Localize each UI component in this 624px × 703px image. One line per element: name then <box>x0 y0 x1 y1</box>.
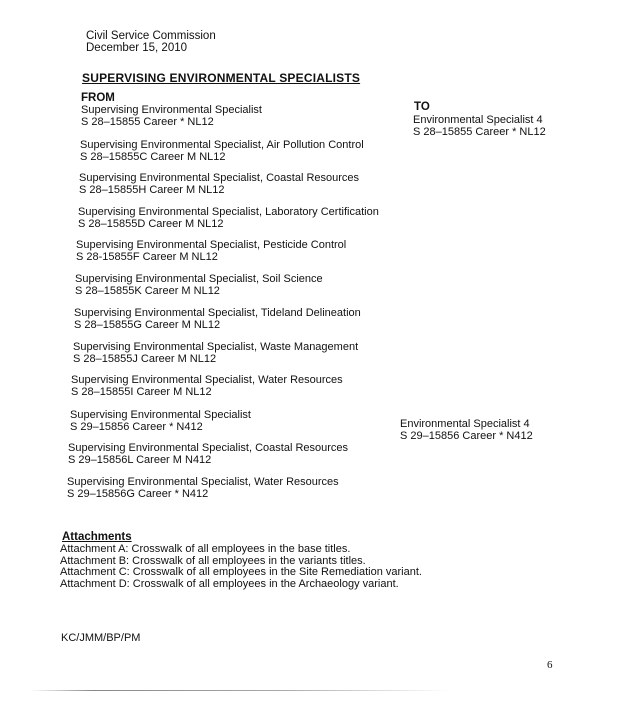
from-entry <box>71 374 343 398</box>
author-initials: KC/JMM/BP/PM <box>61 632 141 644</box>
from-entry-title: Supervising Environmental Specialist, Coastal Resources <box>68 442 349 454</box>
to-entry-title: Environmental Specialist 4 <box>400 418 530 430</box>
from-entry-title: Supervising Environmental Specialist, Soil Science <box>75 273 323 285</box>
from-entry-title: Supervising Environmental Specialist, Coastal Resources <box>79 172 360 184</box>
from-entry-title: Supervising Environmental Specialist, Water Resources <box>71 374 343 386</box>
to-entry <box>413 114 546 138</box>
from-entry <box>79 172 359 196</box>
from-entry-title: Supervising Environmental Specialist, Waste Management <box>73 341 359 353</box>
from-entry-code: S 29–15856G Career * N412 <box>67 488 209 500</box>
from-entry-code: S 29–15856 Career * N412 <box>70 421 203 433</box>
to-entry-code: S 29–15856 Career * N412 <box>400 430 533 442</box>
attachment-item: Attachment D: Crosswalk of all employees in the Archaeology variant. <box>60 577 399 590</box>
from-entry <box>67 476 339 500</box>
from-entry-title: Supervising Environmental Specialist, Air Pollution Control <box>80 139 364 151</box>
letter-header <box>86 30 216 54</box>
from-entry-title: Supervising Environmental Specialist, Pesticide Control <box>76 239 347 251</box>
from-entry <box>68 442 348 466</box>
from-label: FROM <box>81 92 115 104</box>
from-entry-title: Supervising Environmental Specialist, Tideland Delineation <box>74 307 361 319</box>
from-entry <box>74 307 361 331</box>
page-number: 6 <box>547 659 553 671</box>
from-entry <box>73 341 358 365</box>
from-entry-title: Supervising Environmental Specialist <box>70 409 251 421</box>
header-date: December 15, 2010 <box>86 42 188 54</box>
from-entry-code: S 28–15855K Career M NL12 <box>75 285 220 297</box>
from-entry-title: Supervising Environmental Specialist, Water Resources <box>67 476 339 488</box>
document-title: SUPERVISING ENVIRONMENTAL SPECIALISTS <box>82 71 361 85</box>
header-org: Civil Service Commission <box>86 30 216 42</box>
from-entry-code: S 28–15855G Career M NL12 <box>74 319 221 331</box>
from-entry-code: S 28–15855J Career M NL12 <box>73 353 217 365</box>
attachment-item: Attachment A: Crosswalk of all employees in the base titles. <box>60 543 351 555</box>
from-entry <box>75 273 323 297</box>
from-entry <box>81 104 262 128</box>
attachments-heading: Attachments <box>62 531 132 543</box>
attachments-list <box>60 544 422 590</box>
from-entry-code: S 29–15856L Career M N412 <box>68 454 212 466</box>
from-entry-title: Supervising Environmental Specialist <box>81 104 262 116</box>
from-entry-code: S 28–15855I Career M NL12 <box>71 386 212 398</box>
from-entry <box>78 206 379 230</box>
to-label: TO <box>414 101 430 113</box>
attachment-item: Attachment B: Crosswalk of all employees in the variants titles. <box>60 554 366 567</box>
from-entry-code: S 28-15855F Career M NL12 <box>76 251 218 263</box>
from-entry-code: S 28–15855 Career * NL12 <box>81 116 214 128</box>
from-entry <box>80 139 364 163</box>
from-entry-title: Supervising Environmental Specialist, Laboratory Certification <box>78 206 379 218</box>
from-entry-code: S 28–15855C Career M NL12 <box>80 151 226 163</box>
scan-artifact-line <box>30 690 450 691</box>
to-entry-title: Environmental Specialist 4 <box>413 114 543 126</box>
from-entry <box>70 409 251 433</box>
to-entry <box>400 418 533 442</box>
from-entry-code: S 28–15855D Career M NL12 <box>78 218 224 230</box>
from-entry-code: S 28–15855H Career M NL12 <box>79 184 225 196</box>
to-entry-code: S 28–15855 Career * NL12 <box>413 126 546 138</box>
attachment-item: Attachment C: Crosswalk of all employees in the Site Remediation variant. <box>60 566 422 578</box>
from-entry <box>76 239 346 263</box>
